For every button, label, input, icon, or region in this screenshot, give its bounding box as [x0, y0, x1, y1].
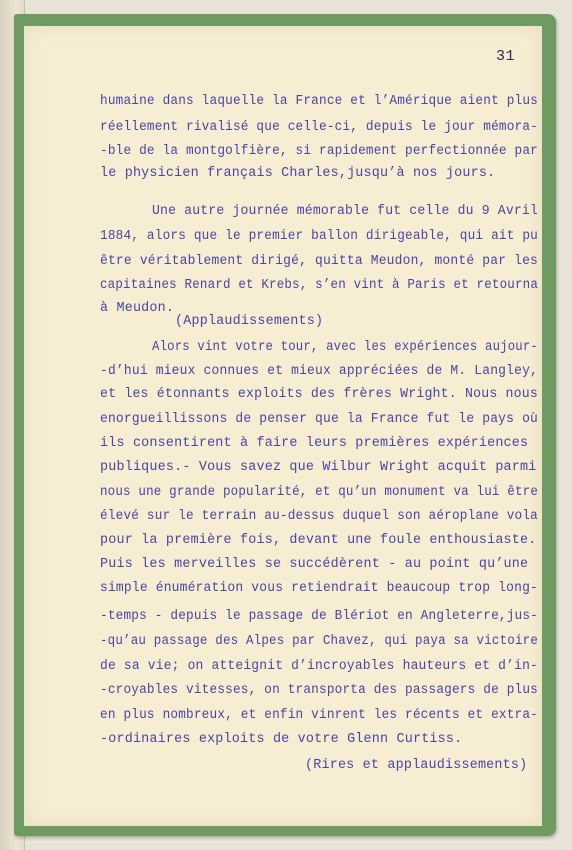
- text-line: Alors vint votre tour, avec les expériences aujour-: [152, 340, 538, 355]
- text-line: être véritablement dirigé, quitta Meudon, monté par les: [100, 254, 538, 269]
- text-line: de sa vie; on atteignit d’incroyables hauteurs et d’in-: [100, 659, 538, 674]
- text-line: -ble de la montgolfière, si rapidement perfectionnée par: [100, 144, 538, 159]
- text-line: élevé sur le terrain au-dessus duquel son aéroplane vola: [100, 509, 538, 524]
- text-line: à Meudon.: [100, 301, 175, 316]
- text-line: en plus nombreux, et enfin vinrent les récents et extra-: [100, 708, 538, 723]
- text-line: -temps - depuis le passage de Blériot en Angleterre,jus-: [100, 609, 538, 624]
- text-line: et les étonnants exploits des frères Wright. Nous nous: [100, 387, 538, 402]
- text-line: réellement rivalisé que celle-ci, depuis le jour mémora-: [100, 120, 538, 135]
- text-line: Une autre journée mémorable fut celle du 9 Avril: [152, 204, 538, 219]
- text-line: simple énumération vous retiendrait beaucoup trop long-: [100, 581, 538, 596]
- text-line: -qu’au passage des Alpes par Chavez, qui paya sa victoire: [100, 634, 538, 649]
- text-line: nous une grande popularité, et qu’un monument va lui être: [100, 485, 538, 500]
- text-line: publiques.- Vous savez que Wilbur Wright acquit parmi: [100, 460, 537, 475]
- text-line: Puis les merveilles se succédèrent - au point qu’une: [100, 557, 529, 572]
- text-line: 1884, alors que le premier ballon dirigeable, qui ait pu: [100, 229, 538, 244]
- page-number: 31: [496, 48, 516, 65]
- text-line: enorgueillissons de penser que la France fut le pays où: [100, 412, 538, 427]
- text-line: (Applaudissements): [175, 314, 324, 329]
- text-line: humaine dans laquelle la France et l’Amérique aient plus: [100, 94, 538, 109]
- text-line: (Rires et applaudissements): [305, 758, 528, 773]
- text-line: le physicien français Charles,jusqu’à nos jours.: [100, 166, 496, 181]
- text-line: ils consentirent à faire leurs premières expériences: [100, 436, 529, 451]
- text-line: -d’hui mieux connues et mieux appréciées de M. Langley,: [100, 364, 538, 379]
- text-line: -croyables vitesses, on transporta des passagers de plus: [100, 683, 538, 698]
- text-line: pour la première fois, devant une foule enthousiaste.: [100, 533, 537, 548]
- text-line: -ordinaires exploits de votre Glenn Curtiss.: [100, 732, 463, 747]
- text-line: capitaines Renard et Krebs, s’en vint à Paris et retourna: [100, 278, 538, 293]
